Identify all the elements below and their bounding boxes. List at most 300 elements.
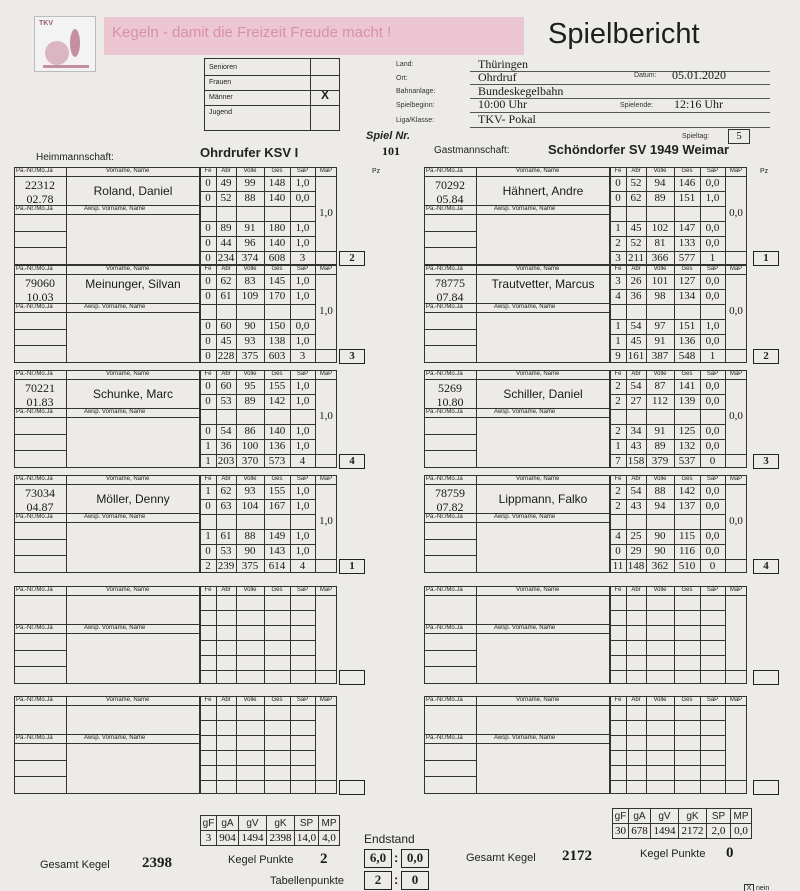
sum-cell: 374 [241, 252, 259, 264]
home-player-block [14, 475, 360, 573]
score-cell: 1,0 [295, 500, 310, 512]
tabellenpunkte-guest: 0 [401, 871, 429, 890]
vorname-label: Vorname, Name [106, 168, 150, 174]
sum-cell: 0 [205, 252, 211, 264]
score-cell: 0 [205, 395, 211, 407]
player-pass-number: 5269 [438, 381, 462, 395]
pz-label-guest: Pz [760, 168, 769, 175]
score-cell: 83 [244, 275, 256, 287]
col-header-abr: Abr [631, 168, 641, 174]
sum-cell: 370 [241, 455, 259, 467]
score-cell: 53 [220, 545, 232, 557]
score-cell: 52 [220, 192, 232, 204]
col-header-map: MaP [729, 266, 743, 272]
score-cell: 95 [244, 380, 256, 392]
category-maenner-mark: X [321, 88, 330, 102]
tabellenpunkte-home: 2 [364, 871, 392, 890]
awsp-pass-label: Pa.-Nr./Mo.Ja [16, 304, 53, 310]
score-cell: 0,0 [295, 192, 310, 204]
col-header-ges: Ges [271, 476, 283, 482]
score-cell: 26 [630, 275, 642, 287]
score-cell: 1,0 [295, 380, 310, 392]
score-cell: 180 [268, 222, 286, 234]
score-cell: 29 [630, 545, 642, 557]
score-cell: 88 [244, 192, 256, 204]
sum-cell: 375 [241, 560, 259, 572]
col-header-volle: Volle [653, 266, 667, 272]
vorname-label: Vorname, Name [516, 476, 560, 482]
totals-header: gA [217, 816, 239, 831]
totals-value: 904 [217, 831, 239, 846]
awsp-pass-label: Pa.-Nr./Mo.Ja [16, 514, 53, 520]
guest-team: Schöndorfer SV 1949 Weimar [548, 142, 730, 157]
col-header-volle: Volle [243, 168, 257, 174]
score-cell: 61 [220, 530, 232, 542]
result-box: 4 [339, 454, 365, 469]
score-cell: 45 [220, 335, 232, 347]
spieltag-label: Spieltag: [682, 133, 710, 140]
datum-label: Datum: [634, 72, 657, 79]
sum-cell: 3 [299, 350, 306, 362]
datum-value: 05.01.2020 [672, 68, 726, 82]
score-cell: 0,0 [705, 275, 720, 287]
ort-value: Ohrdruf [478, 70, 517, 84]
vorname-label: Vorname, Name [516, 266, 560, 272]
result-box [339, 780, 365, 795]
endstand-label: Endstand [364, 832, 415, 846]
score-cell: 1 [205, 485, 211, 497]
sum-cell: 148 [627, 560, 645, 572]
col-header-sap: SaP [706, 266, 719, 272]
col-header-sap: SaP [296, 476, 309, 482]
score-cell: 150 [268, 320, 286, 332]
col-header-sap: SaP [706, 697, 719, 703]
col-header-fe: Fe [204, 697, 212, 703]
totals-value: 14,0 [295, 831, 319, 846]
score-cell: 89 [654, 192, 666, 204]
bahnanlage-label: Bahnanlage: [396, 88, 436, 95]
player-birth-date: 07.84 [436, 290, 464, 304]
col-header-map: MaP [319, 476, 333, 482]
awsp-pass-label: Pa.-Nr./Mo.Ja [426, 206, 463, 212]
pass-label: Pa.-Nr./Mo.Ja [16, 476, 53, 482]
home-player-block [14, 167, 360, 265]
score-cell: 1,0 [705, 192, 720, 204]
sum-cell: 161 [627, 350, 645, 362]
sum-cell: 2 [205, 560, 211, 572]
sum-cell: 1 [709, 252, 716, 264]
col-header-sap: SaP [706, 371, 719, 377]
col-header-fe: Fe [204, 266, 212, 272]
col-header-sap: SaP [706, 587, 719, 593]
score-cell: 61 [220, 290, 232, 302]
score-cell: 0,0 [705, 380, 720, 392]
score-cell: 1 [205, 440, 211, 452]
score-cell: 98 [654, 290, 666, 302]
awsp-pass-label: Pa.-Nr./Mo.Ja [16, 206, 53, 212]
score-cell: 60 [220, 380, 232, 392]
score-cell: 1,0 [295, 395, 310, 407]
score-cell: 140 [268, 192, 286, 204]
totals-value: 4,0 [319, 831, 340, 846]
kegel-punkte-home-label: Kegel Punkte [228, 854, 294, 866]
guest-player-block [424, 370, 770, 468]
col-header-map: MaP [319, 168, 333, 174]
score-cell: 4 [615, 290, 621, 302]
score-cell: 60 [220, 320, 232, 332]
totals-header: gF [201, 816, 217, 831]
awsp-name-label: Awsp. Vorname, Name [494, 514, 556, 520]
score-cell: 54 [630, 320, 642, 332]
col-header-ges: Ges [681, 476, 693, 482]
score-cell: 93 [244, 485, 256, 497]
score-cell: 104 [241, 500, 259, 512]
result-box: 3 [753, 454, 779, 469]
score-cell: 0,0 [705, 440, 720, 452]
col-header-map: MaP [729, 476, 743, 482]
score-guest: 0,0 [401, 849, 429, 868]
sum-cell: 7 [615, 455, 621, 467]
tabellenpunkte-label: Tabellenpunkte [270, 875, 345, 887]
player-pass-number: 73034 [25, 486, 55, 500]
col-header-volle: Volle [653, 371, 667, 377]
land-value: Thüringen [478, 57, 528, 71]
col-header-fe: Fe [614, 266, 622, 272]
col-header-volle: Volle [653, 168, 667, 174]
player-birth-date: 07.82 [436, 500, 464, 514]
score-cell: 1,0 [295, 425, 310, 437]
score-cell: 1,0 [295, 440, 310, 452]
player-birth-date: 05.84 [436, 192, 464, 206]
gesamt-kegel-home-label: Gesamt Kegel [40, 859, 110, 871]
col-header-ges: Ges [271, 697, 283, 703]
vorname-label: Vorname, Name [106, 697, 150, 703]
awsp-pass-label: Pa.-Nr./Mo.Ja [426, 514, 463, 520]
player-name: Lippmann, Falko [498, 492, 588, 506]
score-colon: : [394, 850, 399, 865]
col-header-abr: Abr [221, 168, 231, 174]
sum-cell: 234 [217, 252, 235, 264]
score-cell: 136 [268, 440, 286, 452]
score-cell: 97 [654, 320, 666, 332]
score-cell: 88 [244, 530, 256, 542]
col-header-ges: Ges [681, 266, 693, 272]
score-cell: 133 [678, 237, 696, 249]
score-cell: 52 [630, 177, 642, 189]
score-cell: 45 [630, 222, 642, 234]
liga-label: Liga/Klasse: [396, 117, 435, 124]
pass-label: Pa.-Nr./Mo.Ja [426, 476, 463, 482]
score-cell: 91 [654, 335, 666, 347]
col-header-map: MaP [729, 587, 743, 593]
tkv-logo [34, 16, 96, 72]
col-header-fe: Fe [614, 168, 622, 174]
sum-cell: 239 [217, 560, 235, 572]
col-header-ges: Ges [681, 697, 693, 703]
totals-header: gF [613, 809, 629, 824]
col-header-abr: Abr [631, 587, 641, 593]
result-box: 1 [753, 251, 779, 266]
score-cell: 1,0 [295, 485, 310, 497]
totals-header: MP [319, 816, 340, 831]
score-cell: 89 [244, 395, 256, 407]
sum-cell: 9 [615, 350, 621, 362]
score-cell: 0 [205, 192, 211, 204]
col-header-map: MaP [319, 587, 333, 593]
awsp-name-label: Awsp. Vorname, Name [494, 304, 556, 310]
guest-player-block [424, 696, 770, 794]
score-cell: 1 [615, 335, 621, 347]
guest-player-block [424, 475, 770, 573]
score-cell: 1 [205, 530, 211, 542]
col-header-sap: SaP [706, 168, 719, 174]
col-header-sap: SaP [296, 587, 309, 593]
player-map: 1,0 [319, 207, 333, 219]
spielende-value: 12:16 Uhr [674, 97, 723, 111]
score-cell: 2 [615, 395, 621, 407]
player-pass-number: 70221 [25, 381, 55, 395]
score-cell: 43 [630, 500, 642, 512]
result-box: 2 [753, 349, 779, 364]
score-cell: 2 [615, 237, 621, 249]
col-header-abr: Abr [221, 476, 231, 482]
score-cell: 140 [268, 237, 286, 249]
vorname-label: Vorname, Name [106, 476, 150, 482]
score-cell: 132 [678, 440, 696, 452]
col-header-map: MaP [729, 168, 743, 174]
vorname-label: Vorname, Name [516, 168, 560, 174]
totals-value: 2,0 [707, 824, 731, 839]
gesamt-kegel-home: 2398 [142, 855, 172, 871]
col-header-sap: SaP [296, 168, 309, 174]
totals-header: SP [707, 809, 731, 824]
vorname-label: Vorname, Name [516, 371, 560, 377]
totals-header: gV [239, 816, 267, 831]
score-cell: 62 [630, 192, 642, 204]
score-cell: 0,0 [705, 290, 720, 302]
score-cell: 0 [205, 275, 211, 287]
sum-cell: 203 [217, 455, 235, 467]
result-box: 2 [339, 251, 365, 266]
player-map: 1,0 [319, 515, 333, 527]
vorname-label: Vorname, Name [106, 587, 150, 593]
result-box: 4 [753, 559, 779, 574]
score-cell: 90 [654, 545, 666, 557]
awsp-name-label: Awsp. Vorname, Name [84, 735, 146, 741]
score-cell: 1,0 [295, 177, 310, 189]
score-cell: 142 [678, 485, 696, 497]
score-cell: 148 [268, 177, 286, 189]
awsp-pass-label: Pa.-Nr./Mo.Ja [16, 409, 53, 415]
score-cell: 151 [678, 192, 696, 204]
sum-cell: 362 [651, 560, 669, 572]
awsp-name-label: Awsp. Vorname, Name [494, 409, 556, 415]
awsp-name-label: Awsp. Vorname, Name [494, 206, 556, 212]
col-header-map: MaP [319, 371, 333, 377]
player-pass-number: 78759 [435, 486, 465, 500]
sum-cell: 158 [627, 455, 645, 467]
spielbeginn-label: Spielbeginn: [396, 102, 435, 109]
score-cell: 88 [654, 485, 666, 497]
liga-value: TKV- Pokal [478, 112, 536, 126]
score-cell: 91 [654, 425, 666, 437]
category-maenner: Männer [209, 94, 233, 101]
player-name: Meinunger, Silvan [85, 277, 181, 291]
pass-label: Pa.-Nr./Mo.Ja [16, 371, 53, 377]
kegel-punkte-home: 2 [320, 851, 328, 867]
player-map: 0,0 [729, 207, 743, 219]
home-totals-table [200, 815, 340, 846]
score-cell: 2 [615, 485, 621, 497]
nein-label: nein [756, 885, 770, 891]
col-header-abr: Abr [221, 587, 231, 593]
score-cell: 155 [268, 380, 286, 392]
col-header-map: MaP [319, 266, 333, 272]
score-cell: 25 [630, 530, 642, 542]
score-cell: 45 [630, 335, 642, 347]
slogan: Kegeln - damit die Freizeit Freude macht ! [112, 24, 392, 41]
score-cell: 86 [244, 425, 256, 437]
score-cell: 0,0 [705, 395, 720, 407]
score-cell: 142 [268, 395, 286, 407]
result-box [753, 780, 779, 795]
nein-checkbox: X [744, 884, 754, 891]
pass-label: Pa.-Nr./Mo.Ja [16, 168, 53, 174]
result-box: 1 [339, 559, 365, 574]
awsp-name-label: Awsp. Vorname, Name [84, 206, 146, 212]
score-cell: 62 [220, 275, 232, 287]
player-map: 1,0 [319, 410, 333, 422]
score-cell: 101 [651, 275, 669, 287]
sum-cell: 211 [627, 252, 645, 264]
score-cell: 4 [615, 530, 621, 542]
score-cell: 27 [630, 395, 642, 407]
score-cell: 0 [205, 320, 211, 332]
sum-cell: 614 [268, 560, 286, 572]
pass-label: Pa.-Nr./Mo.Ja [16, 266, 53, 272]
guest-label: Gastmannschaft: [434, 145, 510, 156]
result-box [753, 670, 779, 685]
score-cell: 151 [678, 320, 696, 332]
player-name: Hähnert, Andre [502, 184, 584, 198]
totals-value: 30 [613, 824, 629, 839]
score-cell: 116 [678, 545, 696, 557]
player-pass-number: 79060 [25, 276, 55, 290]
sum-cell: 375 [241, 350, 259, 362]
col-header-abr: Abr [221, 266, 231, 272]
col-header-volle: Volle [653, 476, 667, 482]
player-name: Schiller, Daniel [503, 387, 583, 401]
sum-cell: 0 [709, 560, 716, 572]
score-cell: 0,0 [705, 530, 720, 542]
score-cell: 34 [630, 425, 642, 437]
score-cell: 0 [205, 380, 211, 392]
pass-label: Pa.-Nr./Mo.Ja [426, 266, 463, 272]
score-cell: 99 [244, 177, 256, 189]
sum-cell: 4 [299, 560, 306, 572]
player-map: 0,0 [729, 410, 743, 422]
col-header-ges: Ges [681, 587, 693, 593]
player-name: Schunke, Marc [92, 387, 174, 401]
guest-player-block [424, 265, 770, 363]
col-header-ges: Ges [271, 168, 283, 174]
score-cell: 54 [630, 485, 642, 497]
player-birth-date: 10.80 [436, 395, 464, 409]
score-cell: 136 [678, 335, 696, 347]
score-cell: 0 [205, 222, 211, 234]
score-cell: 90 [244, 320, 256, 332]
totals-header: gK [679, 809, 707, 824]
score-cell: 141 [678, 380, 696, 392]
awsp-name-label: Awsp. Vorname, Name [84, 514, 146, 520]
sum-cell: 366 [651, 252, 669, 264]
score-cell: 0 [205, 290, 211, 302]
score-cell: 0,0 [705, 500, 720, 512]
col-header-fe: Fe [614, 476, 622, 482]
awsp-name-label: Awsp. Vorname, Name [494, 735, 556, 741]
score-cell: 93 [244, 335, 256, 347]
score-cell: 127 [678, 275, 696, 287]
pass-label: Pa.-Nr./Mo.Ja [426, 168, 463, 174]
totals-value: 3 [201, 831, 217, 846]
score-cell: 139 [678, 395, 696, 407]
col-header-abr: Abr [221, 371, 231, 377]
score-cell: 125 [678, 425, 696, 437]
sum-cell: 603 [268, 350, 286, 362]
awsp-name-label: Awsp. Vorname, Name [84, 304, 146, 310]
score-cell: 0,0 [295, 320, 310, 332]
awsp-name-label: Awsp. Vorname, Name [84, 409, 146, 415]
home-player-block [14, 370, 360, 468]
col-header-fe: Fe [614, 587, 622, 593]
score-home: 6,0 [364, 849, 392, 868]
score-cell: 145 [268, 275, 286, 287]
col-header-abr: Abr [221, 697, 231, 703]
score-cell: 140 [268, 425, 286, 437]
score-cell: 0 [615, 177, 621, 189]
totals-header: SP [295, 816, 319, 831]
category-box [204, 58, 340, 131]
col-header-fe: Fe [204, 476, 212, 482]
col-header-abr: Abr [631, 266, 641, 272]
awsp-name-label: Awsp. Vorname, Name [84, 625, 146, 631]
score-cell: 89 [654, 440, 666, 452]
ort-label: Ort: [396, 75, 408, 82]
sum-cell: 1 [205, 455, 211, 467]
sum-cell: 548 [678, 350, 696, 362]
score-cell: 1,0 [705, 320, 720, 332]
pass-label: Pa.-Nr./Mo.Ja [16, 587, 53, 593]
sum-cell: 510 [678, 560, 696, 572]
col-header-abr: Abr [631, 371, 641, 377]
score-cell: 91 [244, 222, 256, 234]
sum-cell: 537 [678, 455, 696, 467]
sum-cell: 387 [651, 350, 669, 362]
score-cell: 147 [678, 222, 696, 234]
score-cell: 138 [268, 335, 286, 347]
bahnanlage-value: Bundeskegelbahn [478, 84, 564, 98]
score-cell: 0,0 [705, 485, 720, 497]
score-cell: 134 [678, 290, 696, 302]
awsp-pass-label: Pa.-Nr./Mo.Ja [16, 735, 53, 741]
totals-value: 0,0 [731, 824, 752, 839]
col-header-volle: Volle [653, 697, 667, 703]
land-label: Land: [396, 61, 414, 68]
awsp-name-label: Awsp. Vorname, Name [494, 625, 556, 631]
score-cell: 0 [205, 237, 211, 249]
col-header-ges: Ges [681, 168, 693, 174]
score-cell: 0 [205, 545, 211, 557]
